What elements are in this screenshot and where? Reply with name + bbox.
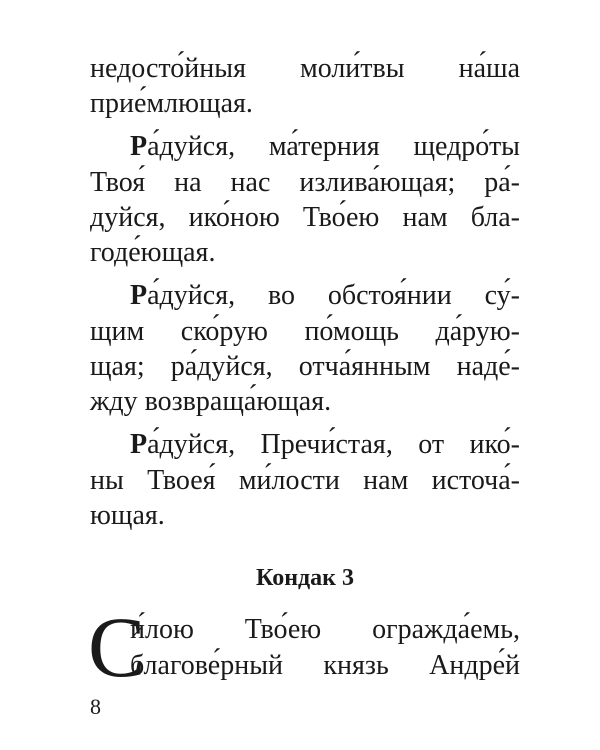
- paragraph-first-line: Ра́дуйся, ма́терния щедро́ты: [130, 131, 520, 162]
- paragraph-initial: Р: [130, 280, 148, 311]
- paragraph-initial: Р: [130, 131, 148, 162]
- text-line: ющая.: [90, 500, 165, 531]
- text-line: годе́ющая.: [90, 237, 216, 268]
- text-line: жду возвраща́ющая.: [90, 386, 332, 417]
- drop-cap: С: [88, 599, 146, 695]
- text-line: и́лою Тво́ею огражда́емь,: [130, 614, 520, 645]
- paragraph-initial: Р: [130, 429, 148, 460]
- section-heading: Кондак 3: [255, 565, 354, 591]
- page-number: 8: [90, 694, 101, 719]
- text-line: Твоя́ на нас излива́ющая; ра́-: [90, 167, 520, 198]
- paragraph-first-line: Ра́дуйся, Пречи́стая, от ико́-: [130, 429, 520, 460]
- text-line: щим ско́рую по́мощь да́рую-: [90, 316, 520, 347]
- text-line: недосто́йныя моли́твы на́ша: [90, 53, 520, 84]
- text-line: благове́рный князь Андре́й: [130, 650, 520, 681]
- text-line: ны Твоея́ ми́лости нам источа́-: [90, 465, 520, 496]
- text-line: щая; ра́дуйся, отча́янным наде́-: [90, 351, 520, 382]
- text-line: дуйся, ико́ною Тво́ею нам бла-: [90, 202, 520, 233]
- text-line: прие́млющая.: [90, 88, 253, 119]
- paragraph-first-line: Ра́дуйся, во обстоя́нии су́-: [130, 280, 520, 311]
